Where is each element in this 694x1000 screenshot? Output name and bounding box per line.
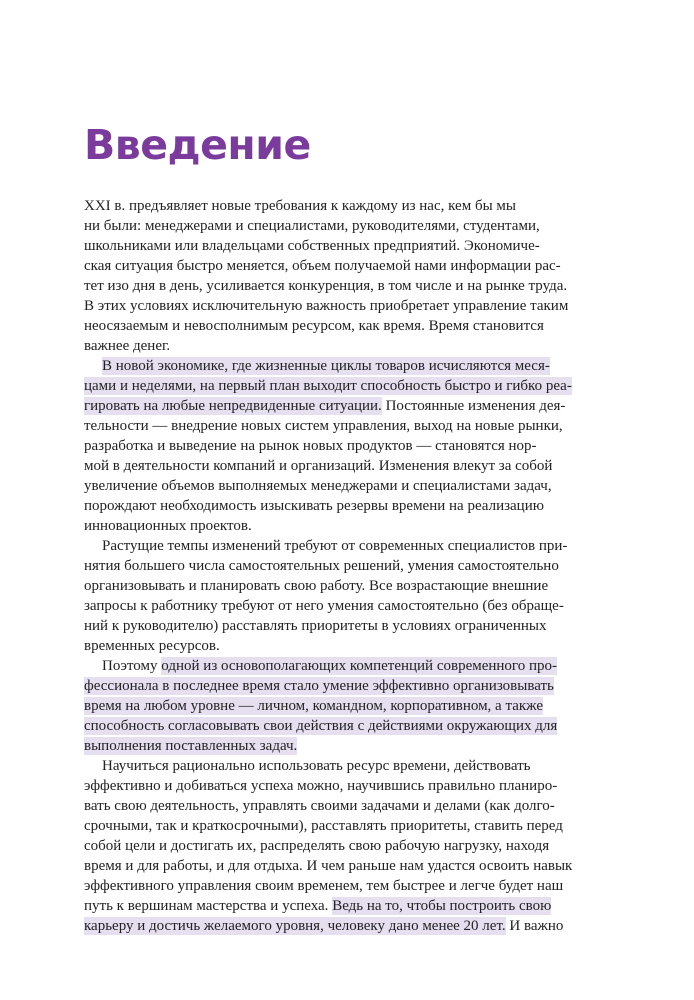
paragraph [84, 656, 614, 756]
text-line [84, 236, 614, 256]
text-line [84, 576, 614, 596]
text-line [84, 536, 614, 556]
text-line [84, 796, 614, 816]
text-line [84, 716, 614, 736]
text-segment: ская ситуация быстро меняется, объем получаемой нами информации рас- [84, 258, 561, 274]
text-line [84, 396, 614, 416]
text-segment: неосязаемым и невосполнимым ресурсом, как время. Время становится [84, 318, 544, 334]
text-line [84, 816, 614, 836]
text-line [84, 676, 614, 696]
text-segment: эффективно и добиваться успеха можно, научившись правильно планиро- [84, 778, 558, 794]
text-segment: тет изо дня в день, усиливается конкуренция, в том числе и на рынке труда. [84, 278, 568, 294]
text-line [84, 256, 614, 276]
text-line [84, 756, 614, 776]
text-segment: временных ресурсов. [84, 638, 220, 654]
text-segment: срочными, так и краткосрочными), расставлять приоритеты, ставить перед [84, 818, 563, 834]
text-segment: запросы к работнику требуют от него умения самостоятельно (без обраще- [84, 598, 564, 614]
highlighted-text: время на любом уровне — личном, командном, корпоративном, а также [84, 698, 543, 714]
text-segment: организовывать и планировать свою работу. Все возрастающие внешние [84, 578, 549, 594]
text-line [84, 416, 614, 436]
text-segment: ний к руководителю) расставлять приоритеты в условиях ограниченных [84, 618, 547, 634]
highlighted-text: одной из основополагающих компетенций современного про- [161, 658, 557, 674]
text-line [84, 596, 614, 616]
text-segment: время и для работы, и для отдыха. И чем раньше нам удастся освоить навык [84, 858, 573, 874]
highlighted-text: выполнения поставленных задач. [84, 738, 298, 754]
text-line [84, 516, 614, 536]
paragraph [84, 536, 614, 656]
text-segment: XXI в. предъявляет новые требования к каждому из нас, кем бы мы [84, 198, 516, 214]
text-segment: В этих условиях исключительную важность приобретает управление таким [84, 298, 569, 314]
text-segment: тельности — внедрение новых систем управления, выход на новые рынки, [84, 418, 563, 434]
text-segment: увеличение объемов выполняемых менеджерами и специалистами задач, [84, 478, 552, 494]
highlighted-text: В новой экономике, где жизненные циклы товаров исчисляются меся- [102, 358, 550, 374]
text-line [84, 316, 614, 336]
text-line [84, 696, 614, 716]
text-line [84, 216, 614, 236]
text-line [84, 856, 614, 876]
body-text [84, 196, 614, 936]
text-segment: ни были: менеджерами и специалистами, руководителями, студентами, [84, 218, 540, 234]
text-line [84, 476, 614, 496]
text-line [84, 736, 614, 756]
text-line [84, 336, 614, 356]
text-segment: Поэтому [102, 658, 162, 674]
text-segment: разработка и выведение на рынок новых продуктов — становятся нор- [84, 438, 537, 454]
text-line [84, 616, 614, 636]
text-line [84, 636, 614, 656]
text-line [84, 556, 614, 576]
text-segment: важнее денег. [84, 338, 171, 354]
text-segment: собой цели и достигать их, распределять свою рабочую нагрузку, находя [84, 838, 550, 854]
text-segment: инновационных проектов. [84, 518, 252, 534]
text-line [84, 496, 614, 516]
chapter-title: Введение [84, 121, 311, 169]
text-segment: мой в деятельности компаний и организаций. Изменения влекут за собой [84, 458, 553, 474]
text-line [84, 376, 614, 396]
text-segment: нятия большего числа самостоятельных решений, умения самостоятельно [84, 558, 559, 574]
highlighted-text: карьеру и достичь желаемого уровня, человеку дано менее 20 лет. [84, 918, 506, 934]
text-line [84, 196, 614, 216]
text-line [84, 276, 614, 296]
paragraph [84, 756, 614, 936]
text-segment: Растущие темпы изменений требуют от современных специалистов при- [102, 538, 568, 554]
text-segment: вать свою деятельность, управлять своими задачами и делами (как долго- [84, 798, 555, 814]
text-segment: путь к вершинам мастерства и успеха. [84, 898, 333, 914]
highlighted-text: Ведь на то, чтобы построить свою [332, 898, 552, 914]
text-segment: школьниками или владельцами собственных предприятий. Экономиче- [84, 238, 540, 254]
text-line [84, 356, 614, 376]
paragraph [84, 356, 614, 536]
text-segment: Постоянные изменения дея- [381, 398, 566, 414]
text-segment: порождают необходимость изыскивать резервы времени на реализацию [84, 498, 544, 514]
text-line [84, 456, 614, 476]
text-segment: И важно [505, 918, 564, 934]
highlighted-text: цами и неделями, на первый план выходит способность быстро и гибко реа- [84, 378, 572, 394]
text-line [84, 296, 614, 316]
text-line [84, 776, 614, 796]
highlighted-text: способность согласовывать свои действия с действиями окружающих для [84, 718, 558, 734]
text-line [84, 656, 614, 676]
text-segment: Научиться рационально использовать ресурс времени, действовать [102, 758, 531, 774]
text-line [84, 876, 614, 896]
highlighted-text: фессионала в последнее время стало умение эффективно организовывать [84, 678, 554, 694]
text-line [84, 436, 614, 456]
text-line [84, 916, 614, 936]
text-segment: эффективного управления своим временем, тем быстрее и легче будет наш [84, 878, 564, 894]
text-line [84, 896, 614, 916]
paragraph [84, 196, 614, 356]
text-line [84, 836, 614, 856]
highlighted-text: гировать на любые непредвиденные ситуации. [84, 398, 382, 414]
